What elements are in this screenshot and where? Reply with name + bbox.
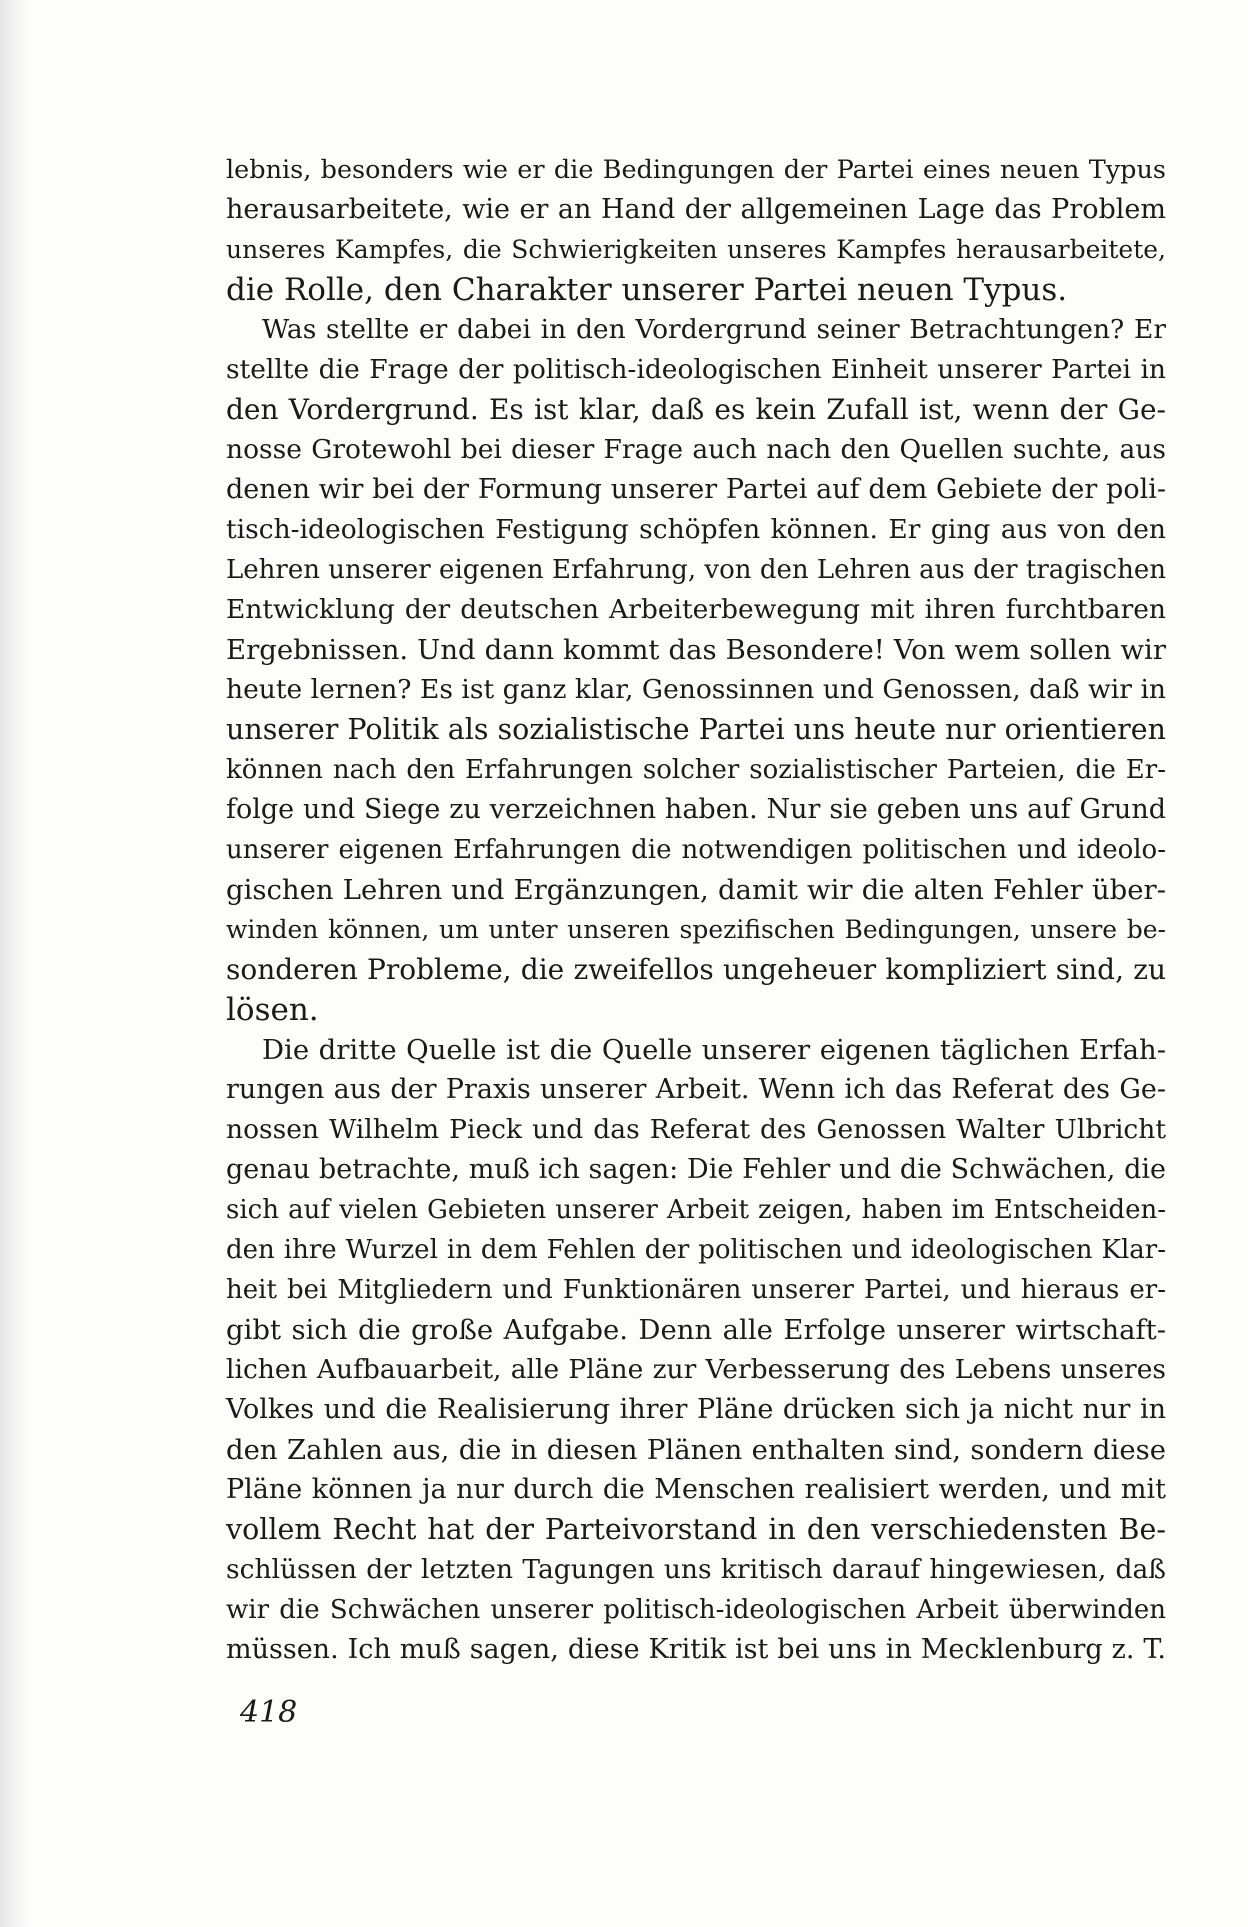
text-line: sonderen Probleme, die zweifellos ungeheuer kompliziert sind, zu	[226, 953, 1166, 986]
text-line: denen wir bei der Formung unserer Partei auf dem Gebiete der poli-	[226, 474, 1166, 505]
text-line: Was stellte er dabei in den Vordergrund seiner Betrachtungen? Er	[262, 314, 1166, 345]
text-line: Ergebnissen. Und dann kommt das Besondere! Von wem sollen wir	[226, 634, 1166, 666]
text-line: lebnis, besonders wie er die Bedingungen der Partei eines neuen Typus	[226, 155, 1166, 185]
text-line: folge und Siege zu verzeichnen haben. Nur sie geben uns auf Grund	[226, 794, 1166, 825]
text-line: winden können, um unter unseren spezifischen Bedingungen, unsere be-	[226, 915, 1166, 944]
text-line: sich auf vielen Gebieten unserer Arbeit zeigen, haben im Entscheiden-	[226, 1195, 1166, 1225]
text-line: den Vordergrund. Es ist klar, daß es kein Zufall ist, wenn der Ge-	[226, 393, 1166, 426]
text-line: können nach den Erfahrungen solcher sozialistischer Parteien, die Er-	[226, 755, 1166, 785]
text-line: die Rolle, den Charakter unserer Partei neuen Typus.	[226, 272, 1068, 308]
text-line: Entwicklung der deutschen Arbeiterbewegung mit ihren furchtbaren	[226, 594, 1166, 625]
text-line: stellte die Frage der politisch-ideologischen Einheit unserer Partei in	[226, 354, 1166, 385]
page-edge-shadow	[0, 0, 30, 1927]
text-line: lösen.	[226, 992, 319, 1028]
text-line: heute lernen? Es ist ganz klar, Genossinnen und Genossen, daß wir in	[226, 674, 1166, 705]
text-line: Pläne können ja nur durch die Menschen realisiert werden, und mit	[226, 1474, 1166, 1505]
text-line: Lehren unserer eigenen Erfahrung, von den Lehren aus der tragischen	[226, 555, 1166, 585]
text-line: gischen Lehren und Ergänzungen, damit wir die alten Fehler über-	[226, 874, 1166, 906]
body-text	[226, 150, 1166, 1670]
page-number: 418	[240, 1695, 298, 1730]
text-line: nosse Grotewohl bei dieser Frage auch nach den Quellen suchte, aus	[226, 434, 1166, 465]
text-line: genau betrachte, muß ich sagen: Die Fehler und die Schwächen, die	[226, 1154, 1166, 1185]
text-line: tisch-ideologischen Festigung schöpfen können. Er ging aus von den	[226, 514, 1166, 545]
text-line: herausarbeitete, wie er an Hand der allgemeinen Lage das Problem	[226, 194, 1166, 225]
text-line: gibt sich die große Aufgabe. Denn alle Erfolge unserer wirtschaft-	[226, 1314, 1166, 1346]
text-line: schlüssen der letzten Tagungen uns kritisch darauf hingewiesen, daß	[226, 1554, 1166, 1585]
text-line: Die dritte Quelle ist die Quelle unserer eigenen täglichen Erfah-	[262, 1034, 1166, 1066]
text-line: unserer Politik als sozialistische Partei uns heute nur orientieren	[226, 713, 1166, 746]
text-line: unseres Kampfes, die Schwierigkeiten unseres Kampfes herausarbeitete,	[226, 235, 1166, 264]
text-line: lichen Aufbauarbeit, alle Pläne zur Verbesserung des Lebens unseres	[226, 1354, 1166, 1385]
text-line: vollem Recht hat der Parteivorstand in den verschiedensten Be-	[226, 1513, 1166, 1546]
text-line: den ihre Wurzel in dem Fehlen der politischen und ideologischen Klar-	[226, 1235, 1166, 1265]
text-line: heit bei Mitgliedern und Funktionären unserer Partei, und hieraus er-	[226, 1275, 1166, 1305]
text-line: Volkes und die Realisierung ihrer Pläne drücken sich ja nicht nur in	[226, 1394, 1166, 1425]
text-line: müssen. Ich muß sagen, diese Kritik ist bei uns in Mecklenburg z. T.	[226, 1634, 1166, 1665]
text-line: wir die Schwächen unserer politisch-ideologischen Arbeit überwinden	[226, 1595, 1166, 1625]
text-line: rungen aus der Praxis unserer Arbeit. Wenn ich das Referat des Ge-	[226, 1074, 1166, 1105]
text-line: nossen Wilhelm Pieck und das Referat des Genossen Walter Ulbricht	[226, 1114, 1166, 1145]
text-line: den Zahlen aus, die in diesen Plänen enthalten sind, sondern diese	[226, 1434, 1166, 1466]
text-line: unserer eigenen Erfahrungen die notwendigen politischen und ideolo-	[226, 835, 1166, 865]
